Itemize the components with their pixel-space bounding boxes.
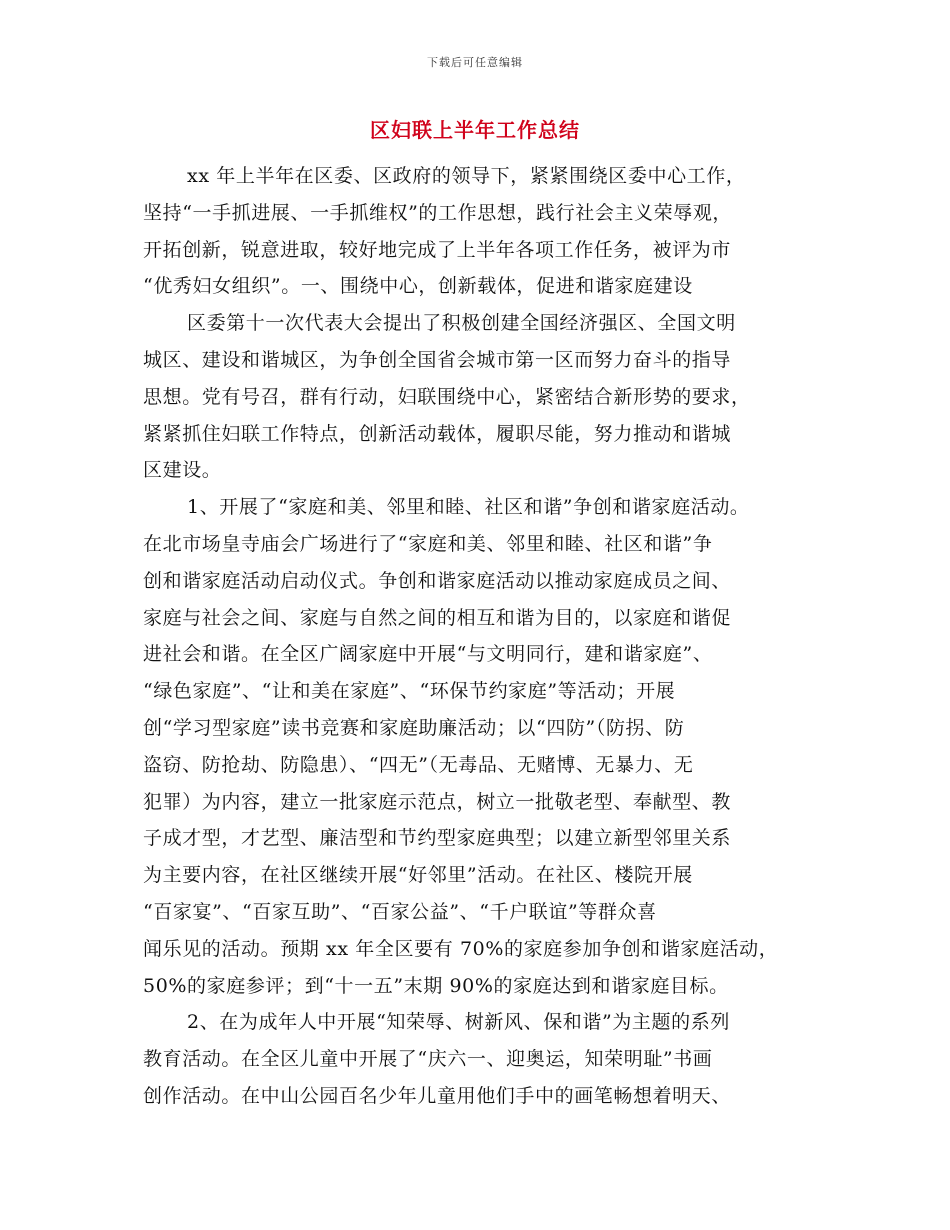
text-line: 为主要内容，在社区继续开展“好邻里”活动。在社区、楼院开展 — [143, 864, 693, 887]
text-line: 盗窃、防抢劫、防隐患）、“四无”（无毒品、无赌博、无暴力、无 — [143, 753, 694, 776]
text-line: 闻乐见的活动。预期 xx 年全区要有 70%的家庭参加争创和谐家庭活动， — [143, 937, 779, 960]
text-line: 城区、建设和谐城区，为争创全国省会城市第一区而努力奋斗的指导 — [143, 348, 732, 371]
header-note: 下载后可任意编辑 — [427, 56, 523, 69]
text-line: 区委第十一次代表大会提出了积极创建全国经济强区、全国文明 — [187, 312, 736, 335]
text-line: 50%的家庭参评；到“十一五”末期 90%的家庭达到和谐家庭目标。 — [143, 974, 729, 997]
text-line: 创“学习型家庭”读书竞赛和家庭助廉活动；以“四防”（防拐、防 — [143, 716, 685, 739]
text-line: 坚持“一手抓进展、一手抓维权”的工作思想，践行社会主义荣辱观， — [143, 201, 733, 224]
text-line: 区建设。 — [143, 459, 222, 482]
text-line: 子成才型，才艺型、廉洁型和节约型家庭典型；以建立新型邻里关系 — [143, 827, 732, 850]
text-line: 2、在为成年人中开展“知荣辱、树新风、保和谐”为主题的系列 — [187, 1011, 730, 1034]
text-line: 紧紧抓住妇联工作特点，创新活动载体，履职尽能，努力推动和谐城 — [143, 422, 732, 445]
text-line: 家庭与社会之间、家庭与自然之间的相互和谐为目的，以家庭和谐促 — [143, 606, 732, 629]
text-line: xx 年上半年在区委、区政府的领导下，紧紧围绕区委中心工作， — [187, 165, 746, 187]
text-line: “优秀妇女组织”。一、围绕中心，创新载体，促进和谐家庭建设 — [143, 275, 693, 298]
text-line: “绿色家庭”、“让和美在家庭”、“环保节约家庭”等活动；开展 — [143, 680, 676, 703]
text-line: 思想。党有号召，群有行动，妇联围绕中心，紧密结合新形势的要求， — [143, 385, 751, 408]
text-line: 开拓创新，锐意进取，较好地完成了上半年各项工作任务，被评为市 — [143, 238, 732, 261]
text-line: “百家宴”、“百家互助”、“百家公益”、“千户联谊”等群众喜 — [143, 900, 657, 923]
text-line: 创作活动。在中山公园百名少年儿童用他们手中的画笔畅想着明天、 — [143, 1084, 732, 1107]
document-title: 区妇联上半年工作总结 — [370, 118, 580, 142]
text-line: 1、开展了“家庭和美、邻里和睦、社区和谐”争创和谐家庭活动。 — [187, 496, 750, 519]
document-body — [143, 158, 833, 1115]
text-line: 教育活动。在全区儿童中开展了“庆六一、迎奥运，知荣明耻”书画 — [143, 1048, 713, 1071]
text-line: 在北市场皇寺庙会广场进行了“家庭和美、邻里和睦、社区和谐”争 — [143, 532, 713, 555]
text-line: 进社会和谐。在全区广阔家庭中开展“与文明同行，建和谐家庭”、 — [143, 643, 713, 666]
text-line: 犯罪）为内容，建立一批家庭示范点，树立一批敬老型、奉献型、教 — [143, 790, 732, 813]
text-line: 创和谐家庭活动启动仪式。争创和谐家庭活动以推动家庭成员之间、 — [143, 569, 732, 592]
